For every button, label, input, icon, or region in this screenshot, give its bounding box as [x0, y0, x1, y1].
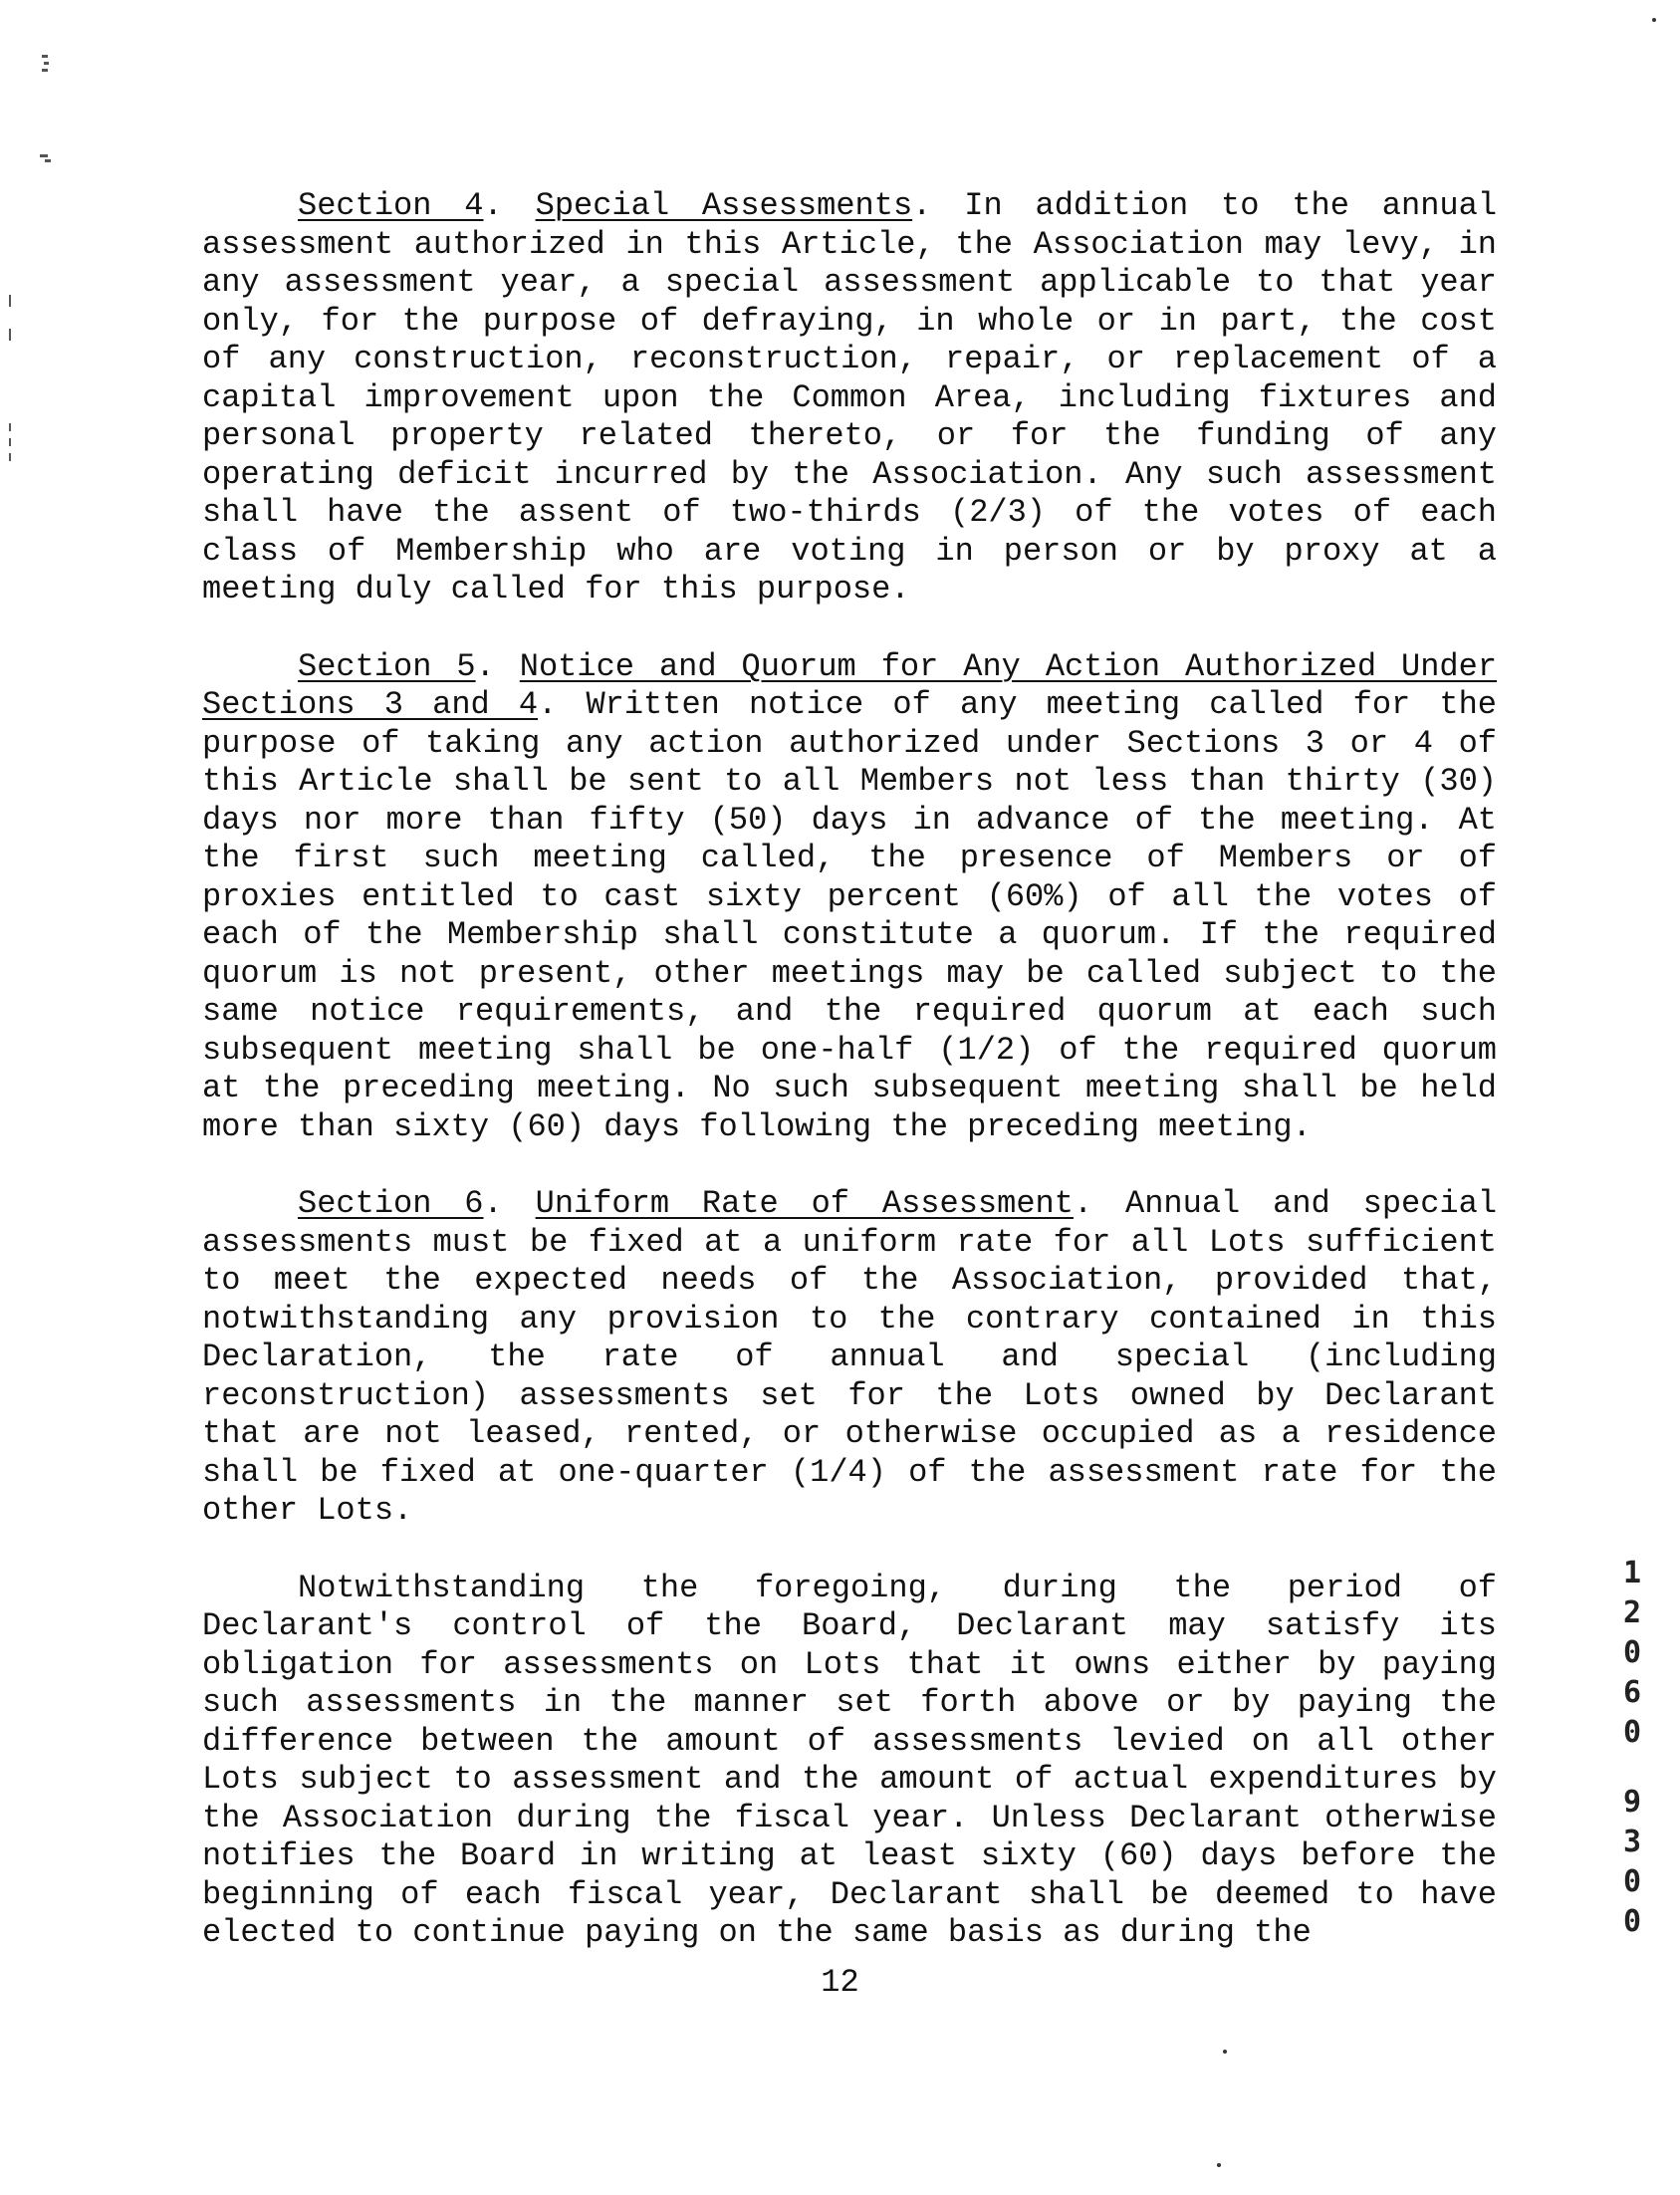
stamp-gap [1617, 1753, 1647, 1783]
section-4-paragraph [202, 187, 1497, 610]
section-5-text: . Written notice of any meeting called for the purpose of taking any action authorized under Sections 3 or 4 of this Article shall be sent to all Members not less than thirty (30) days nor more than fifty (50) days in advance of the meeting. At the first such meeting called, the presence of Members or of proxies entitled to cast sixty percent (60%) of all the votes of each of the Membership shall constitute a quorum. If the required quorum is not present, other meetings may be called subject to the same notice requirements, and the required quorum at each such subsequent meeting shall be one-half (1/2) of the required quorum at the preceding meeting. No such subsequent meeting shall be held more than sixty (60) days following the preceding meeting. [202, 686, 1498, 1145]
stamp-digit: 6 [1622, 1675, 1642, 1710]
stamp-digit: 2 [1622, 1595, 1642, 1630]
scan-artifact [1652, 18, 1656, 22]
stamp-digit: 9 [1622, 1785, 1642, 1820]
scan-artifact [1217, 2163, 1221, 2167]
section-4-heading: Special Assessments [535, 187, 913, 224]
section-5-paragraph [202, 648, 1497, 1147]
notwithstanding-text: Notwithstanding the foregoing, during the period of Declarant's control of the Board, Declarant may satisfy its obligation for assessments on Lots that it owns either by paying such assessments in the manner set forth above or by paying the difference between the amount of assessments levied on all other Lots subject to assessment and the amount of actual expenditures by the Association during the fiscal year. Unless Declarant otherwise notifies the Board in writing at least sixty (60) days before the beginning of each fiscal year, Declarant shall be deemed to have elected to continue paying on the same basis as during the [202, 1569, 1497, 1951]
page-number: 12 [821, 1964, 859, 2001]
scan-artifact [42, 55, 48, 58]
stamp-digit: 1 [1622, 1556, 1642, 1590]
section-5-label: Section 5 [298, 647, 476, 685]
section-6-label: Section 6 [298, 1185, 484, 1222]
notwithstanding-paragraph [202, 1570, 1497, 1953]
scan-artifact [9, 329, 11, 341]
recording-stamp [1617, 1554, 1647, 1942]
scan-artifact [9, 423, 11, 431]
scan-artifact [44, 62, 49, 65]
scan-artifact [42, 69, 48, 72]
stamp-digit: 0 [1622, 1864, 1642, 1899]
section-4-separator: . [483, 187, 536, 224]
section-5-heading: Notice and Quorum for Any Action Authorized Under Sections 3 and 4 [202, 647, 1498, 723]
stamp-digit: 3 [1622, 1825, 1642, 1859]
section-4-text: . In addition to the annual assessment authorized in this Article, the Association may levy, in any assessment year, a special assessment applicable to that year only, for the purpose of defraying, in whole or in part, the cost of any construction, reconstruction, repair, or replacement of a capital improvement upon the Common Area, including fixtures and personal property related thereto, or for the funding of any operating deficit incurred by the Association. Any such assessment shall have the assent of two-thirds (2/3) of the votes of each class of Membership who are voting in person or by proxy at a meeting duly called for this purpose. [202, 187, 1498, 608]
section-6-paragraph [202, 1185, 1497, 1531]
scan-artifact [9, 295, 11, 307]
section-6-text: . Annual and special assessments must be fixed at a uniform rate for all Lots sufficient to meet the expected needs of the Association, provided that, notwithstanding any provision to the contrary contained in this Declaration, the rate of annual and special (including reconstruction) assessments set for the Lots owned by Declarant that are not leased, rented, or otherwise occupied as a residence shall be fixed at one-quarter (1/4) of the assessment rate for the other Lots. [202, 1185, 1498, 1529]
section-4-label: Section 4 [298, 187, 484, 224]
section-5-separator: . [475, 647, 520, 685]
scan-artifact [45, 159, 51, 162]
scan-artifact [1223, 2050, 1227, 2054]
stamp-digit: 0 [1622, 1715, 1642, 1750]
scan-artifact [9, 453, 11, 461]
scan-artifact [40, 154, 48, 157]
section-6-separator: . [483, 1185, 536, 1222]
stamp-digit: 0 [1622, 1904, 1642, 1939]
scan-artifact [9, 438, 11, 446]
section-6-heading: Uniform Rate of Assessment [535, 1185, 1074, 1222]
document-body [202, 187, 1497, 1953]
stamp-digit: 0 [1622, 1635, 1642, 1670]
